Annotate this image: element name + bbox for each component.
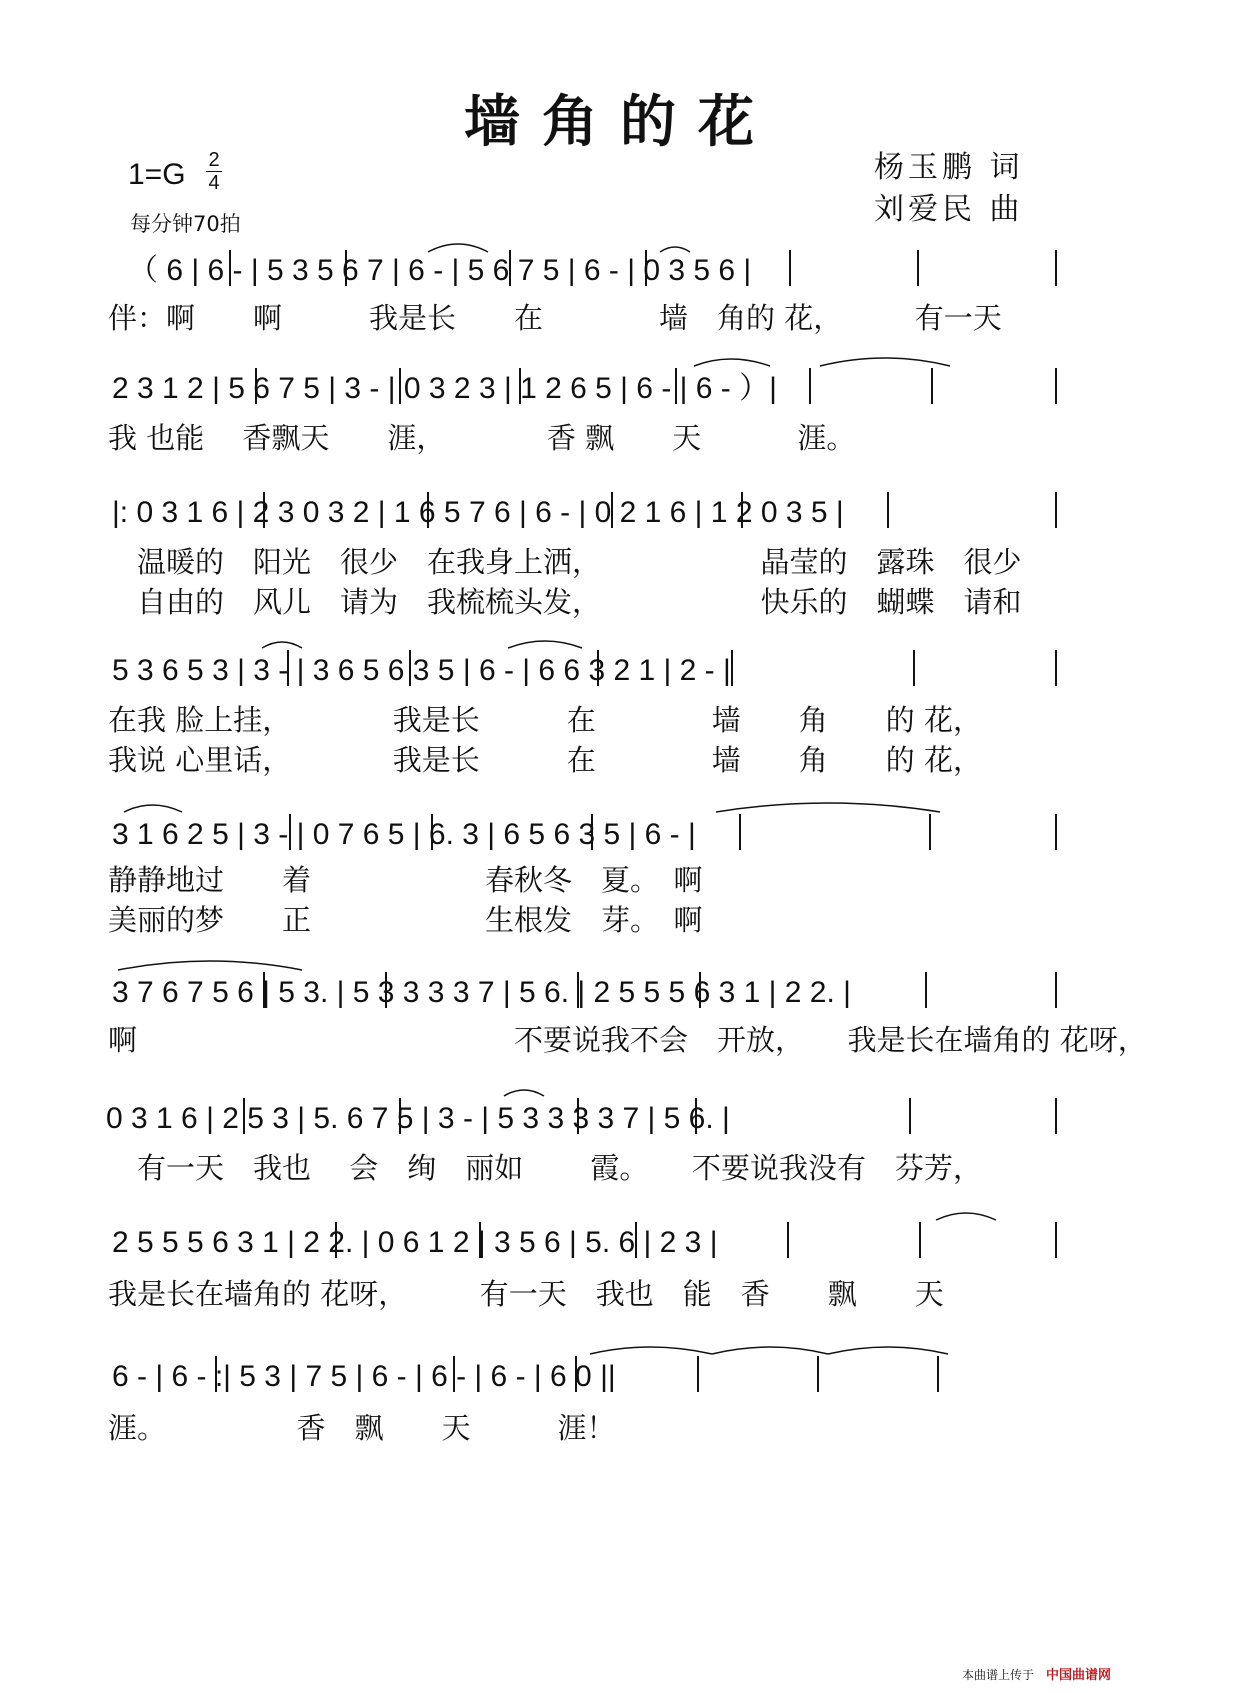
site-logo: 中国曲谱网	[1046, 1668, 1112, 1683]
stave-6-notation	[0, 962, 1240, 1022]
stave-3-notation	[0, 482, 1240, 542]
stave-3-numbers: |: 0 3 1 6 | 2 3 0 3 2 | 1 6 5 7 6 | 6 - | 0 2 1 6 | 1 2 0 3 5 |	[112, 496, 844, 529]
tempo-marking: 每分钟70拍	[130, 212, 241, 236]
lyric-line-3a: 温暖的 阳光 很少 在我身上洒， 晶莹的 露珠 很少	[108, 545, 1022, 579]
song-title: 墙角的花	[464, 89, 776, 155]
stave-1	[0, 240, 1240, 300]
stave-8-notation	[0, 1212, 1240, 1272]
time-signature-bottom: 4	[208, 172, 220, 194]
stave-5	[0, 804, 1240, 864]
lyric-line-1: 伴：啊 啊 我是长 在 墙 角的 花， 有一天	[108, 301, 1002, 335]
stave-1-numbers: （ 6 | 6 - | 5 3 5 6 7 | 6 - | 5 6 7 5 | 6 - | 0 3 5 6 |	[128, 254, 752, 287]
lyric-line-8: 我是长在墙角的 花呀， 有一天 我也 能 香 飘 天	[108, 1277, 944, 1311]
stave-8	[0, 1212, 1240, 1272]
stave-5-numbers: 3 1 6 2 5 | 3 - | 0 7 6 5 | 6. 3 | 6 5 6 3 5 | 6 - |	[112, 818, 696, 851]
time-signature-top: 2	[208, 149, 220, 171]
stave-7-notation	[0, 1088, 1240, 1148]
stave-7-numbers: 0 3 1 6 | 2 5 3 | 5. 6 7 5 | 3 - | 5 3 3 3 3 7 | 5 6. |	[106, 1102, 730, 1135]
stave-1-notation	[0, 240, 1240, 300]
lyric-line-7: 有一天 我也 会 绚 丽如 霞。 不要说我没有 芬芳，	[108, 1151, 982, 1185]
stave-9	[0, 1346, 1240, 1406]
upload-note: 本曲谱上传于	[962, 1668, 1035, 1682]
stave-4-numbers: 5 3 6 5 3 | 3 - | 3 6 5 6 3 5 | 6 - | 6 6 3 2 1 | 2 - |	[112, 654, 731, 687]
lyric-line-4a: 在我 脸上挂， 我是长 在 墙 角 的 花，	[108, 703, 982, 737]
key-signature: 1=G	[128, 158, 186, 191]
stave-5-notation	[0, 804, 1240, 864]
stave-4	[0, 640, 1240, 700]
stave-4-notation	[0, 640, 1240, 700]
stave-8-numbers: 2 5 5 5 6 3 1 | 2 2. | 0 6 1 2 | 3 5 6 | 5. 6 | 2 3 |	[112, 1226, 718, 1259]
stave-2	[0, 358, 1240, 418]
stave-6	[0, 962, 1240, 1022]
time-signature	[206, 150, 222, 193]
stave-3	[0, 482, 1240, 542]
lyric-line-4b: 我说 心里话， 我是长 在 墙 角 的 花，	[108, 743, 982, 777]
lyric-line-9: 涯。 香 飘 天 涯！	[108, 1411, 616, 1445]
stave-6-numbers: 3 7 6 7 5 6 | 5 3. | 5 3 3 3 3 7 | 5 6. | 2 5 5 5 6 3 1 | 2 2. |	[112, 976, 851, 1009]
stave-9-numbers: 6 - | 6 - :| 5 3 | 7 5 | 6 - | 6 - | 6 - | 6 0 ||	[112, 1360, 616, 1393]
stave-2-numbers: 2 3 1 2 | 5 6 7 5 | 3 - | 0 3 2 3 | 1 2 6 5 | 6 - | 6 - ）|	[112, 372, 777, 405]
composer-credit: 刘爱民 曲	[874, 192, 1024, 227]
stave-2-notation	[0, 358, 1240, 418]
lyric-line-6: 啊 不要说我不会 开放， 我是长在墙角的 花呀，	[108, 1023, 1147, 1057]
stave-7	[0, 1088, 1240, 1148]
lyric-line-5a: 静静地过 着 春秋冬 夏。 啊	[108, 863, 703, 897]
lyric-line-2: 我 也能 香飘天 涯， 香 飘 天 涯。	[108, 421, 856, 455]
lyricist-credit: 杨玉鹏 词	[874, 150, 1024, 185]
lyric-line-5b: 美丽的梦 正 生根发 芽。 啊	[108, 903, 703, 937]
lyric-line-3b: 自由的 风儿 请为 我梳梳头发， 快乐的 蝴蝶 请和	[108, 585, 1022, 619]
stave-9-notation	[0, 1346, 1240, 1406]
